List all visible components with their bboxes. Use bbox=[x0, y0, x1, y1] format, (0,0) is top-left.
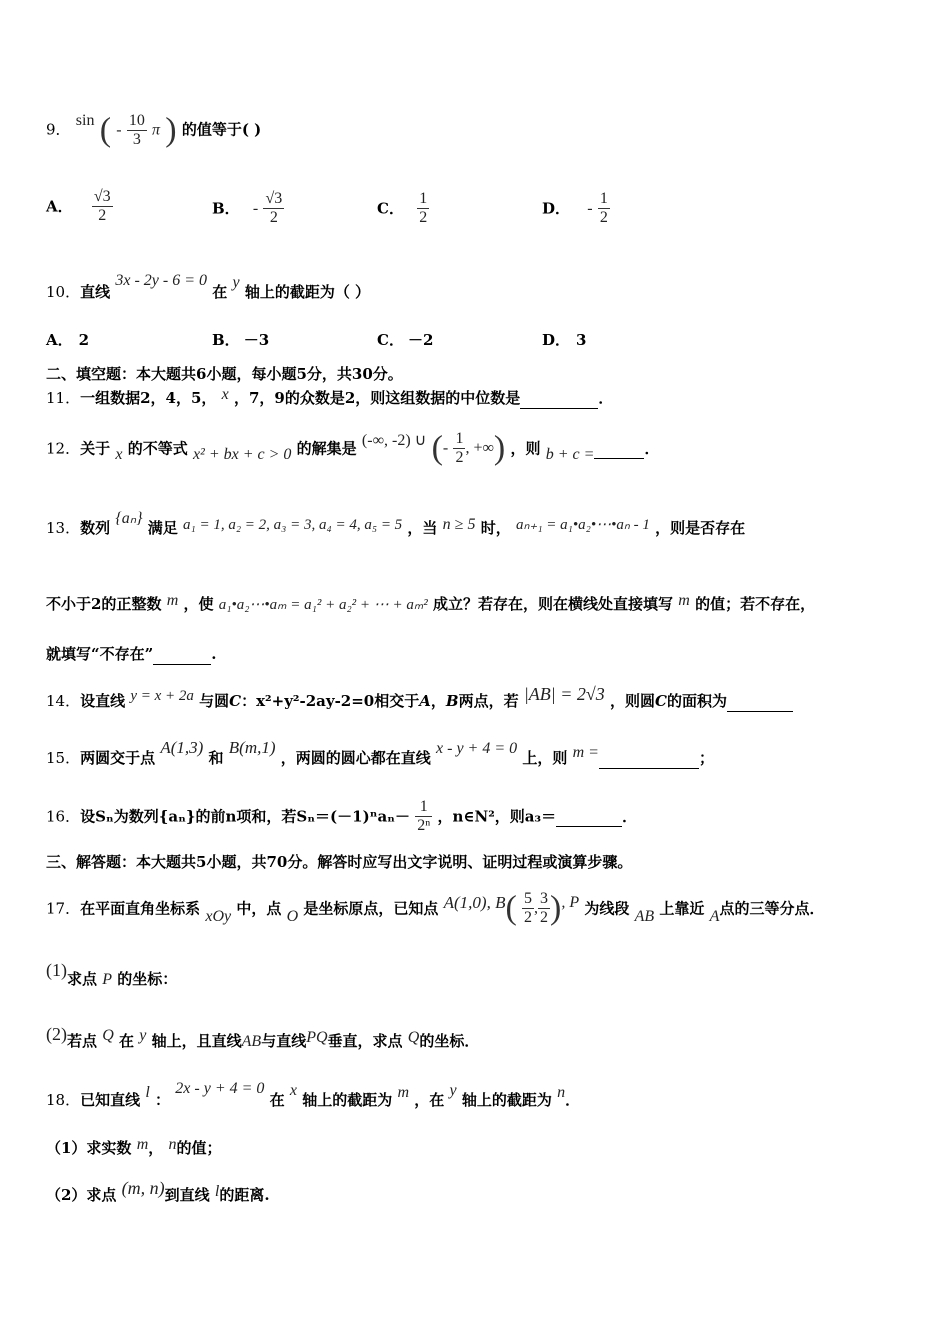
q12-x: x bbox=[115, 445, 123, 463]
q18-part2-l: l bbox=[214, 1183, 220, 1200]
q17-comma: , bbox=[534, 899, 539, 917]
q15-answer-blank[interactable] bbox=[599, 748, 699, 769]
option-label: C． bbox=[377, 331, 404, 349]
option-label: A． bbox=[46, 331, 73, 349]
q13-m: m bbox=[166, 592, 179, 609]
option-fraction bbox=[417, 190, 429, 227]
q18-y: y bbox=[449, 1082, 457, 1099]
q12-lparen: ( bbox=[431, 429, 443, 467]
q18-text4: 轴上的截距为 bbox=[302, 1091, 393, 1109]
q17-p: , P bbox=[561, 893, 580, 911]
q14-line bbox=[46, 684, 793, 712]
q9-number: 9． bbox=[46, 120, 71, 139]
q17-part1 bbox=[46, 960, 178, 990]
q15-point-a: A(1,3) bbox=[160, 738, 204, 757]
q18-part1-text: （1）求实数 bbox=[46, 1139, 132, 1157]
q17-text2: 中，点 bbox=[236, 899, 282, 918]
q18-part1-n: n bbox=[168, 1136, 177, 1153]
q18-text2: ： bbox=[155, 1091, 171, 1109]
q17-text1: 在平面直角坐标系 bbox=[80, 899, 201, 918]
q17-part2-label: (2) bbox=[46, 1024, 67, 1044]
q18-x: x bbox=[289, 1082, 297, 1099]
q9-sin: sin bbox=[75, 111, 95, 129]
frac-bot: 2 bbox=[524, 909, 533, 926]
q13-recurrence: aₙ₊₁ = a₁•a₂•⋯•aₙ - 1 bbox=[515, 517, 650, 533]
q12-text1: 关于 bbox=[80, 439, 111, 458]
q17-lparen: ( bbox=[505, 889, 517, 927]
q9-frac-bot: 3 bbox=[132, 131, 141, 148]
q9-option-b[interactable] bbox=[212, 190, 284, 227]
q14-number: 14． bbox=[46, 692, 81, 710]
q9-option-d[interactable] bbox=[542, 190, 610, 227]
q16-fraction bbox=[415, 798, 432, 835]
q11-line bbox=[46, 388, 613, 409]
q13-line2-text4: 的值；若不存在， bbox=[695, 595, 816, 613]
q16-number: 16． bbox=[46, 807, 81, 826]
option-value: 3 bbox=[576, 331, 587, 349]
q13-text4: 时， bbox=[480, 519, 511, 537]
q12-number: 12． bbox=[46, 439, 81, 458]
q12-text2: 的不等式 bbox=[127, 439, 188, 458]
option-value: －3 bbox=[243, 331, 270, 349]
q13-condition: n ≥ 5 bbox=[442, 516, 476, 533]
q18-part2 bbox=[46, 1178, 270, 1206]
q9-neg: - bbox=[116, 121, 122, 139]
q13-line2-text2: ，使 bbox=[183, 595, 214, 613]
q18-part2-end: 的距离. bbox=[219, 1186, 270, 1204]
q18-text7: ． bbox=[565, 1091, 581, 1109]
q17-part2-y: y bbox=[139, 1027, 147, 1044]
q17-frac-2 bbox=[538, 890, 550, 927]
section-2-heading: 二、填空题：本大题共6小题，每小题5分，共30分。 bbox=[46, 365, 403, 383]
q12-text5: ． bbox=[644, 439, 660, 458]
q10-option-d[interactable] bbox=[542, 330, 586, 350]
q17-xoy: xOy bbox=[205, 907, 232, 925]
q17-text4: 为线段 bbox=[584, 899, 630, 918]
frac-top: 1 bbox=[455, 430, 464, 447]
q18-part1-comma: ， bbox=[148, 1139, 164, 1157]
q11-answer-blank[interactable] bbox=[520, 388, 598, 409]
q13-initial-values: a₁ = 1, a₂ = 2, a₃ = 3, a₄ = 4, a₅ = 5 bbox=[183, 517, 403, 533]
q9-rparen: ) bbox=[165, 111, 177, 149]
q13-line2-text1: 不小于2的正整数 bbox=[46, 595, 162, 613]
q14-text1: 设直线 bbox=[80, 692, 126, 710]
q18-l: l bbox=[145, 1084, 150, 1101]
q12-rparen: ) bbox=[493, 429, 506, 467]
q17-part1-p: P bbox=[102, 971, 113, 988]
frac-bot: 2 bbox=[98, 207, 107, 224]
q18-number: 18． bbox=[46, 1091, 81, 1109]
q14-text4: ， bbox=[430, 692, 446, 710]
q13-text2: 满足 bbox=[147, 519, 178, 537]
q15-number: 15． bbox=[46, 749, 81, 767]
option-label: D． bbox=[542, 331, 571, 349]
q16-line bbox=[46, 798, 637, 835]
q15-line bbox=[46, 738, 714, 769]
q9-frac-top: 10 bbox=[128, 112, 145, 129]
q14-line-equation: y = x + 2a bbox=[130, 688, 194, 704]
q9-option-c[interactable] bbox=[377, 190, 429, 227]
frac-top: 5 bbox=[524, 890, 533, 907]
q17-part2-text6: 的坐标． bbox=[419, 1032, 480, 1050]
q15-text3: ，两圆的圆心都在直线 bbox=[280, 749, 431, 767]
q18-part1-m: m bbox=[136, 1136, 149, 1153]
q14-text5: 两点，若 bbox=[458, 692, 519, 710]
frac-bot: 2ⁿ bbox=[417, 817, 431, 834]
section-3-heading: 三、解答题：本大题共5小题，共70分。解答时应写出文字说明、证明过程或演算步骤。 bbox=[46, 853, 633, 871]
q13-sequence: {aₙ} bbox=[115, 510, 143, 527]
q17-rparen: ) bbox=[550, 889, 562, 927]
option-label: D． bbox=[542, 199, 571, 218]
q9-option-a[interactable] bbox=[46, 188, 113, 225]
q17-ab: AB bbox=[634, 907, 655, 925]
q11-text3: ． bbox=[598, 389, 614, 407]
q17-part2-q: Q bbox=[102, 1027, 114, 1044]
frac-bot: 2 bbox=[599, 209, 608, 226]
q10-text2: 在 bbox=[212, 283, 228, 301]
q11-text2: ，7，9的众数是2，则这组数据的中位数是 bbox=[233, 389, 521, 407]
q17-part2-text3: 轴上，且直线 bbox=[151, 1032, 242, 1050]
q17-part2-text1: 若点 bbox=[67, 1032, 98, 1050]
option-value: 2 bbox=[78, 331, 90, 349]
option-value: －2 bbox=[407, 331, 434, 349]
q9-pi: π bbox=[152, 121, 161, 139]
q12-line bbox=[46, 430, 659, 467]
q17-points: A(1,0), B bbox=[443, 892, 506, 912]
q18-m: m bbox=[397, 1084, 410, 1101]
q14-text2: 与圆 bbox=[199, 692, 230, 710]
q10-line bbox=[46, 272, 371, 303]
q13-m2: m bbox=[678, 592, 690, 609]
q14-b: B bbox=[445, 692, 459, 710]
option-fraction bbox=[598, 190, 610, 227]
q14-a: A bbox=[419, 692, 431, 710]
q18-text5: ，在 bbox=[414, 1091, 445, 1109]
q10-text3: 轴上的截距为（ ） bbox=[244, 283, 371, 301]
frac-top: 1 bbox=[419, 190, 428, 207]
q18-n: n bbox=[557, 1084, 566, 1101]
q18-text6: 轴上的截距为 bbox=[461, 1091, 552, 1109]
q18-part1 bbox=[46, 1138, 222, 1159]
q12-set-fraction bbox=[453, 430, 465, 467]
q10-equation: 3x - 2y - 6 = 0 bbox=[115, 272, 207, 289]
option-label: B． bbox=[212, 199, 240, 218]
q14-ab-length: |AB| = 2√3 bbox=[523, 684, 605, 704]
option-label: B． bbox=[212, 331, 240, 349]
q11-x: x bbox=[221, 386, 229, 403]
q18-text1: 已知直线 bbox=[80, 1091, 141, 1109]
frac-bot: 2 bbox=[455, 449, 464, 466]
q13-product-equation: a₁•a₂⋯•aₘ = a₁² + a₂² + ⋯ + aₘ² bbox=[218, 597, 428, 613]
q17-part2-text4: 与直线 bbox=[261, 1032, 307, 1050]
q17-number: 17． bbox=[46, 899, 81, 918]
option-fraction bbox=[92, 188, 113, 225]
q18-equation: 2x - y + 4 = 0 bbox=[175, 1080, 265, 1097]
q18-line bbox=[46, 1080, 581, 1111]
q17-part2-ab: AB bbox=[241, 1033, 262, 1050]
q17-part2 bbox=[46, 1024, 480, 1052]
q17-part2-text5: 垂直，求点 bbox=[327, 1032, 403, 1050]
q17-a: A bbox=[709, 907, 720, 925]
q14-answer-blank[interactable] bbox=[727, 691, 793, 712]
q15-text1: 两圆交于点 bbox=[80, 749, 156, 767]
frac-top: 3 bbox=[540, 890, 549, 907]
q18-part2-point: (m, n) bbox=[121, 1178, 165, 1198]
q17-text6: 点的三等分点． bbox=[719, 899, 825, 918]
q13-line3-end: . bbox=[211, 645, 217, 663]
q18-part1-end: 的值； bbox=[176, 1139, 222, 1157]
frac-bot: 2 bbox=[269, 209, 278, 226]
q16-answer-blank[interactable] bbox=[556, 806, 622, 827]
q12-text4: ，则 bbox=[510, 439, 541, 458]
q16-text2: ，n∈N²，则a₃＝ bbox=[437, 807, 557, 826]
q12-answer-blank[interactable] bbox=[594, 438, 644, 459]
frac-top: √3 bbox=[265, 190, 283, 207]
q17-part1-text2: 的坐标： bbox=[117, 970, 178, 988]
frac-top: 1 bbox=[415, 798, 432, 817]
q17-text3: 是坐标原点，已知点 bbox=[303, 899, 439, 918]
q14-c: C bbox=[229, 692, 242, 710]
q14-text6: ，则圆 bbox=[610, 692, 656, 710]
option-label: A． bbox=[46, 197, 73, 216]
q9-lparen: ( bbox=[99, 111, 112, 149]
q17-part2-q2: Q bbox=[407, 1029, 420, 1046]
option-label: C． bbox=[377, 199, 404, 218]
q9-text: 的值等于( ) bbox=[181, 120, 262, 139]
q13-number: 13． bbox=[46, 519, 81, 537]
q10-option-b[interactable] bbox=[212, 330, 269, 350]
q18-part2-text: （2）求点 bbox=[46, 1186, 117, 1204]
q13-text3: ，当 bbox=[407, 519, 438, 537]
q15-text5: ； bbox=[698, 749, 714, 767]
q17-o: O bbox=[286, 907, 299, 925]
q13-line1 bbox=[46, 510, 746, 539]
q13-line2 bbox=[46, 594, 815, 615]
q13-text5: ，则是否存在 bbox=[655, 519, 746, 537]
q12-b-plus-c: b + c = bbox=[545, 445, 595, 463]
q11-number: 11． bbox=[46, 389, 81, 407]
q18-part2-text2: 到直线 bbox=[164, 1186, 210, 1204]
q15-text4: 上，则 bbox=[522, 749, 568, 767]
q14-c2: C bbox=[655, 692, 667, 710]
option-sign: - bbox=[252, 199, 259, 217]
q17-part2-pq: PQ bbox=[306, 1029, 328, 1046]
q11-text1: 一组数据2，4，5， bbox=[80, 389, 217, 407]
frac-top: 1 bbox=[599, 190, 608, 207]
frac-bot: 2 bbox=[540, 909, 549, 926]
q12-text3: 的解集是 bbox=[296, 439, 357, 458]
q12-set-neg: - bbox=[442, 439, 449, 457]
q17-line bbox=[46, 890, 824, 927]
q13-line3-text: 就填写“不存在” bbox=[46, 645, 154, 663]
q10-number: 10． bbox=[46, 283, 81, 301]
q17-frac-1 bbox=[522, 890, 534, 927]
q15-line-equation: x - y + 4 = 0 bbox=[436, 740, 518, 757]
option-sign: - bbox=[587, 199, 593, 217]
q17-part1-label: (1) bbox=[46, 960, 67, 980]
q12-set-end: , +∞ bbox=[465, 439, 494, 457]
q18-text3: 在 bbox=[269, 1091, 285, 1109]
q13-line2-text3: 成立？若存在，则在横线处直接填写 bbox=[433, 595, 674, 613]
frac-bot: 2 bbox=[419, 209, 428, 226]
q14-text3: ：x²+y²-2ay-2=0相交于 bbox=[241, 692, 420, 710]
q13-line3 bbox=[46, 644, 217, 665]
q15-point-b: B(m,1) bbox=[228, 738, 276, 757]
q15-text2: 和 bbox=[208, 749, 224, 767]
q17-text5: 上靠近 bbox=[659, 899, 705, 918]
q17-part1-text1: 求点 bbox=[67, 970, 98, 988]
q10-option-c[interactable] bbox=[377, 330, 433, 350]
q13-text1: 数列 bbox=[80, 519, 111, 537]
q9-line bbox=[46, 112, 261, 149]
q14-text7: 的面积为 bbox=[666, 692, 727, 710]
q16-text1: 设Sₙ为数列{aₙ}的前n项和，若Sₙ＝(－1)ⁿaₙ－ bbox=[80, 807, 410, 826]
q12-inequality: x² + bx + c > 0 bbox=[192, 445, 292, 463]
option-fraction bbox=[263, 190, 284, 227]
q10-option-a[interactable] bbox=[46, 330, 89, 350]
q10-text1: 直线 bbox=[80, 283, 111, 301]
frac-top: √3 bbox=[93, 188, 111, 205]
q9-fraction bbox=[127, 112, 147, 149]
q16-text3: ． bbox=[622, 807, 638, 826]
q15-m: m = bbox=[572, 744, 599, 761]
q17-part2-text2: 在 bbox=[119, 1032, 135, 1050]
q13-answer-blank[interactable] bbox=[153, 644, 211, 665]
q12-set-part1: (-∞, -2) ∪ bbox=[361, 431, 427, 449]
q10-y: y bbox=[232, 274, 240, 291]
